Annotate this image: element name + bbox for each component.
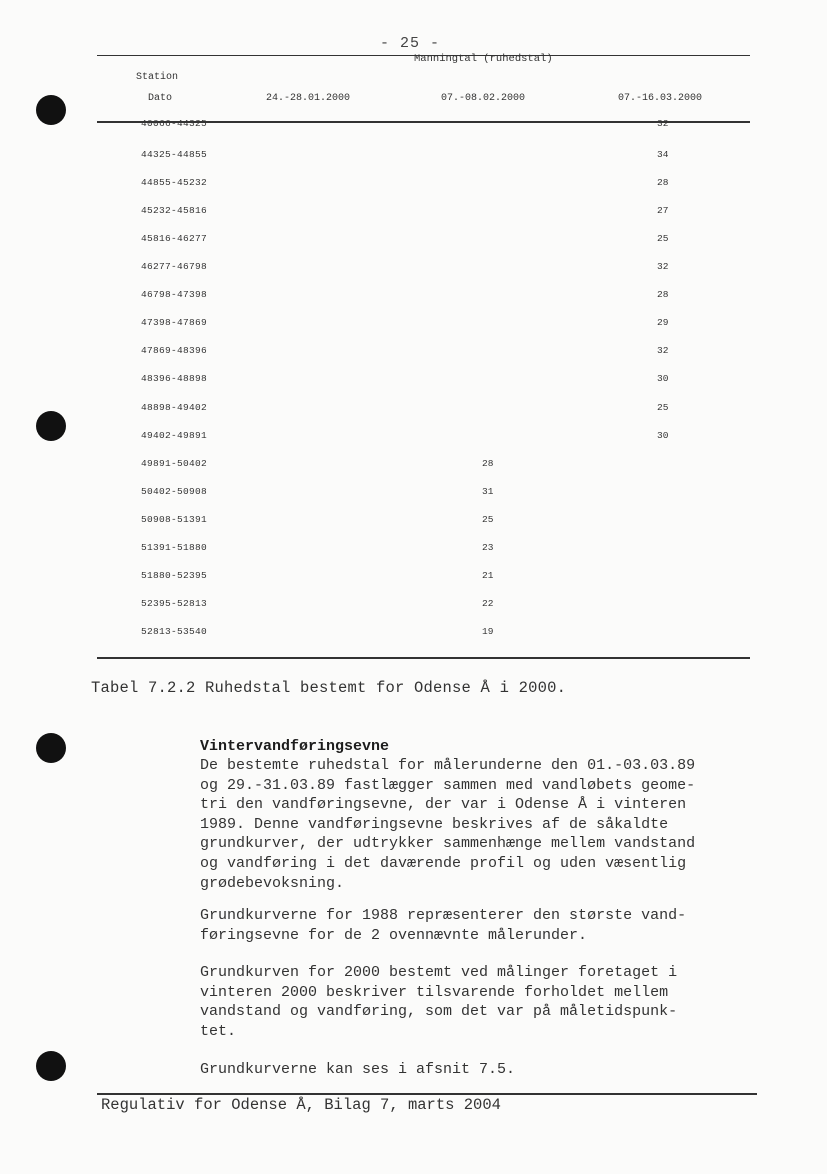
group-header: Manningtal (ruhedstal) — [414, 53, 553, 65]
paragraph-3 — [200, 963, 760, 1041]
text-line: vandstand og vandføring, som det var på måletidspunk- — [200, 1003, 678, 1021]
table-cell-value-col2: 19 — [482, 626, 494, 637]
table-cell-station: 46798-47398 — [141, 289, 208, 300]
column-header-1: 24.-28.01.2000 — [266, 93, 351, 104]
text-line: og 29.-31.03.89 fastlægger sammen med vandløbets geome- — [200, 776, 696, 794]
punch-hole — [36, 1051, 66, 1081]
table-cell-value-col2: 21 — [482, 570, 494, 581]
column-header-2: 07.-08.02.2000 — [441, 93, 526, 104]
table-cell-value-col2: 25 — [482, 514, 494, 525]
table-cell-station: 49402-49891 — [141, 430, 208, 441]
table-cell-station: 47869-48396 — [141, 345, 208, 356]
text-line: Grundkurverne kan ses i afsnit 7.5. — [200, 1061, 516, 1078]
paragraph-2 — [200, 906, 760, 945]
table-cell-station: 46277-46798 — [141, 261, 208, 272]
table-cell-station: 40066-44325 — [141, 118, 208, 129]
table-cell-station: 44855-45232 — [141, 177, 208, 188]
punch-hole — [36, 95, 66, 125]
table-cell-value-col3: 25 — [657, 402, 669, 413]
table-cell-value-col3: 28 — [657, 289, 669, 300]
text-line: Grundkurven for 2000 bestemt ved målinger foretaget i — [200, 964, 678, 981]
column-header-3: 07.-16.03.2000 — [618, 93, 703, 104]
table-cell-value-col2: 23 — [482, 542, 494, 553]
text-line: grødebevoksning. — [200, 874, 345, 892]
text-line: 1989. Denne vandføringsevne beskrives af de såkaldte — [200, 815, 669, 833]
table-cell-value-col3: 29 — [657, 317, 669, 328]
table-cell-station: 51391-51880 — [141, 542, 208, 553]
table-cell-value-col3: 30 — [657, 373, 669, 384]
text-line: føringsevne for de 2 ovennævnte målerunder. — [200, 926, 588, 944]
table-cell-station: 50908-51391 — [141, 514, 208, 525]
station-label: Station — [136, 72, 179, 83]
table-cell-station: 52395-52813 — [141, 598, 208, 609]
paragraph-4 — [200, 1060, 760, 1080]
text-line: tet. — [200, 1022, 237, 1040]
table-cell-station: 52813-53540 — [141, 626, 208, 637]
table-cell-station: 45232-45816 — [141, 205, 208, 216]
text-line: og vandføring i det daværende profil og uden væsentlig — [200, 854, 687, 872]
table-cell-station: 47398-47869 — [141, 317, 208, 328]
punch-hole — [36, 733, 66, 763]
table-cell-value-col3: 32 — [657, 261, 669, 272]
table-cell-value-col3: 32 — [657, 345, 669, 356]
table-cell-station: 48396-48898 — [141, 373, 208, 384]
table-cell-value-col3: 27 — [657, 205, 669, 216]
text-line: grundkurver, der udtrykker sammenhænge mellem vandstand — [200, 835, 696, 853]
paragraph-1 — [200, 756, 760, 893]
table-cell-value-col3: 32 — [657, 118, 669, 129]
text-line: De bestemte ruhedstal for målerunderne den 01.-03.03.89 — [200, 757, 696, 774]
table-cell-station: 50402-50908 — [141, 486, 208, 497]
table-cell-station: 48898-49402 — [141, 402, 208, 413]
table-cell-value-col3: 34 — [657, 149, 669, 160]
page-number: - 25 - — [380, 35, 441, 52]
footer-rule — [97, 1093, 757, 1095]
text-line: Grundkurverne for 1988 repræsenterer den største vand- — [200, 907, 687, 924]
table-cell-value-col2: 31 — [482, 486, 494, 497]
table-cell-station: 45816-46277 — [141, 233, 208, 244]
table-cell-value-col3: 25 — [657, 233, 669, 244]
table-bottom-rule — [97, 657, 750, 659]
punch-hole — [36, 411, 66, 441]
date-label: Dato — [148, 93, 173, 104]
table-cell-value-col2: 22 — [482, 598, 494, 609]
text-line: tri den vandføringsevne, der var i Odense Å i vinteren — [200, 796, 687, 814]
section-title: Vintervandføringsevne — [200, 738, 390, 755]
table-cell-station: 49891-50402 — [141, 458, 208, 469]
page-footer: Regulativ for Odense Å, Bilag 7, marts 2004 — [101, 1096, 501, 1114]
text-line: vinteren 2000 beskriver tilsvarende forholdet mellem — [200, 983, 669, 1001]
table-caption: Tabel 7.2.2 Ruhedstal bestemt for Odense Å i 2000. — [91, 679, 567, 697]
table-cell-value-col3: 30 — [657, 430, 669, 441]
table-cell-value-col2: 28 — [482, 458, 494, 469]
table-cell-station: 51880-52395 — [141, 570, 208, 581]
table-cell-station: 44325-44855 — [141, 149, 208, 160]
table-cell-value-col3: 28 — [657, 177, 669, 188]
